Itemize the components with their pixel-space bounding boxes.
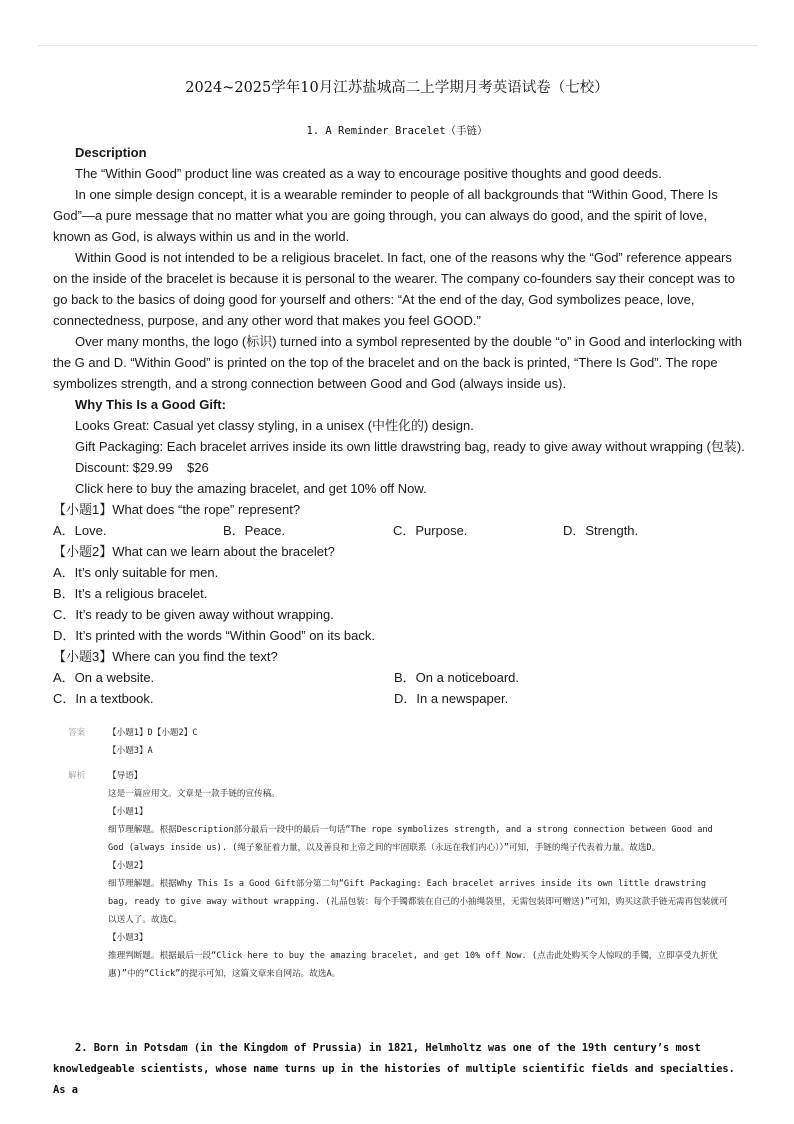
subquestion-3-options-row1 (53, 667, 746, 688)
feature-line: Looks Great: Casual yet classy styling, in a unisex (中性化的) design. (75, 418, 474, 433)
option-a: A．On a website. (53, 670, 155, 685)
answer-analysis-block (68, 724, 728, 983)
answer-line: 【小题1】D【小题2】C (108, 728, 198, 738)
analysis-line: 推理判断题。根据最后一段“Click here to buy the amazing bracelet, and get 10% off Now. (点击此处购买令人惊叹的手镯，立即享受九折优惠)”中的“Click”的提示可知，这篇文章来自网站。故选A。 (108, 951, 718, 979)
top-divider (38, 45, 758, 46)
answer-line: 【小题3】A (108, 746, 153, 756)
description-heading: Description (75, 145, 147, 160)
analysis-label: 解析 (68, 771, 86, 781)
option-c: C．It’s ready to be given away without wrapping. (53, 607, 334, 622)
analysis-line: 细节理解题。根据Description部分最后一段中的最后一句话“The rope symbolizes strength, and a strong connection between Good and God (always inside us). (绳子象征着力量，以及善良和上帝之间的牢固联系（永远在我们内心））”可知，手链的绳子代表着力量。故选D。 (108, 825, 713, 853)
analysis-line: 这是一篇应用文。文章是一款手链的宣传稿。 (108, 789, 280, 799)
why-gift-heading: Why This Is a Good Gift: (75, 397, 226, 412)
answer-label: 答案 (68, 728, 86, 738)
subquestion-3-stem: 【小题3】Where can you find the text? (53, 649, 278, 664)
option-b: B．On a noticeboard. (394, 670, 520, 685)
subquestion-3-options-row2 (53, 688, 746, 709)
question-1-heading: 1. A Reminder Bracelet（手链） (306, 125, 488, 137)
analysis-line: 细节理解题。根据Why This Is a Good Gift部分第二句“Gift Packaging: Each bracelet arrives inside its own little drawstring bag, ready to give away without wrapping. (礼品包装：每个手镯都装在自己的小抽绳袋里，无需包装即可赠送)”可知，购买这款手链无需再包装就可以送人了。故选C。 (108, 879, 728, 925)
question-2-passage (53, 1038, 746, 1101)
option-b: B．Peace. (223, 523, 286, 538)
option-a: A．It’s only suitable for men. (53, 565, 219, 580)
discount-line: Discount: $29.99 $26 (75, 460, 209, 475)
option-d: D．In a newspaper. (394, 691, 509, 706)
feature-line: Gift Packaging: Each bracelet arrives inside its own little drawstring bag, ready to give away without wrapping (包装). (75, 439, 745, 454)
analysis-line: 【小题1】 (108, 807, 148, 817)
analysis-line: 【小题3】 (108, 933, 148, 943)
buy-link-line: Click here to buy the amazing bracelet, and get 10% off Now. (75, 481, 427, 496)
subquestion-1-stem: 【小题1】What does “the rope” represent? (53, 502, 301, 517)
analysis-row (68, 767, 728, 983)
passage-paragraph: Over many months, the logo (标识) turned into a symbol represented by the double “o” in Good and interlocking with the G and D. “Within Good” is printed on the top of the bracelet and on the back is printed, “There Is God”. The rope symbolizes strength, and a strong connection between Good and God (always inside us). (53, 334, 742, 391)
passage-paragraph: In one simple design concept, it is a wearable reminder to people of all backgrounds that “Within Good, There Is God”—a pure message that no matter what you are going through, you can always do good, and the spirit of love, known as God, is always within us and in the world. (53, 187, 718, 244)
answer-row (68, 724, 728, 760)
passage-paragraph: The “Within Good” product line was created as a way to encourage positive thoughts and good deeds. (75, 166, 662, 181)
analysis-line: 【导语】 (108, 771, 143, 781)
question-2-text: 2. Born in Potsdam (in the Kingdom of Prussia) in 1821, Helmholtz was one of the 19th century’s most knowledgeable scientists, whose name turns up in the histories of multiple scientific fields and specialties. As a (53, 1042, 735, 1096)
subquestion-1-options (53, 520, 746, 541)
option-a: A．Love. (53, 523, 107, 538)
exam-title: 2024~2025学年10月江苏盐城高二上学期月考英语试卷（七校） (185, 80, 609, 96)
option-d: D．It’s printed with the words “Within Good” on its back. (53, 628, 375, 643)
option-c: C．Purpose. (393, 523, 468, 538)
option-b: B．It’s a religious bracelet. (53, 586, 208, 601)
passage-paragraph: Within Good is not intended to be a religious bracelet. In fact, one of the reasons why the “God” reference appears on the inside of the bracelet is because it is personal to the wearer. The company co-founders say their concept was to go back to the basics of doing good for yourself and others: “At the end of the day, God symbolizes peace, love, connectedness, purpose, and any other word that makes you feel GOOD.” (53, 250, 735, 328)
option-c: C．In a textbook. (53, 691, 154, 706)
option-d: D．Strength. (563, 523, 639, 538)
subquestion-2-stem: 【小题2】What can we learn about the bracelet? (53, 544, 335, 559)
answer-content (108, 724, 728, 760)
question-1-passage (53, 142, 746, 709)
analysis-content (108, 767, 728, 983)
analysis-line: 【小题2】 (108, 861, 148, 871)
